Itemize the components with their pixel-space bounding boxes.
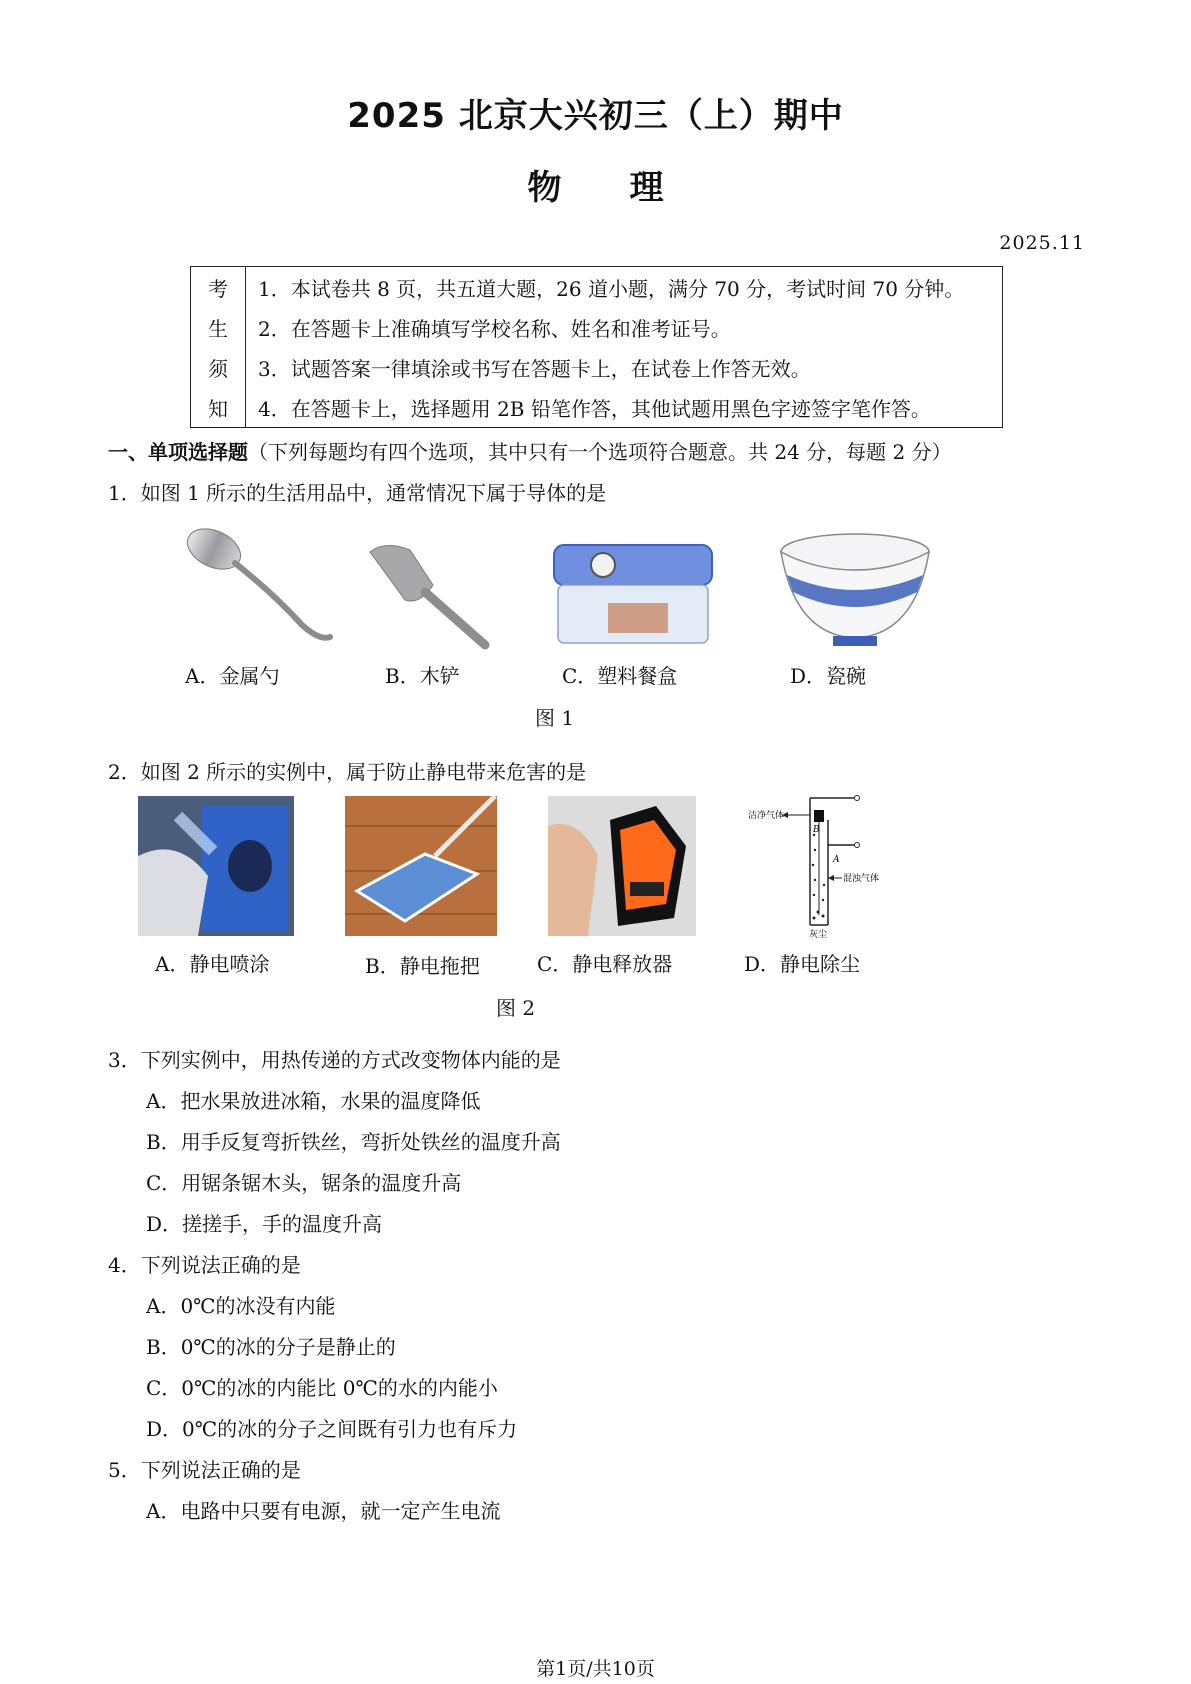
notice-item: 2．在答题卡上准确填写学校名称、姓名和准考证号。: [246, 307, 1003, 347]
question-5-stem: 5．下列说法正确的是: [108, 1458, 301, 1482]
q1-option-a: A．金属勺: [185, 664, 280, 688]
q1-option-d: D．瓷碗: [790, 664, 867, 688]
q3-option-b: B．用手反复弯折铁丝，弯折处铁丝的温度升高: [146, 1130, 561, 1154]
q3-option-d: D．搓搓手，手的温度升高: [146, 1212, 383, 1236]
electrode-b-label: B: [813, 825, 820, 835]
electrostatic-spraying-image: [138, 796, 294, 936]
notice-item: 4．在答题卡上，选择题用 2B 铅笔作答，其他试题用黑色字迹签字笔作答。: [246, 387, 1003, 428]
notice-side-char: 知: [191, 387, 246, 428]
question-4-stem: 4．下列说法正确的是: [108, 1253, 301, 1277]
notice-side-char: 生: [191, 307, 246, 347]
q4-option-c: C．0℃的冰的内能比 0℃的水的内能小: [146, 1376, 498, 1400]
q3-option-a: A．把水果放进冰箱，水果的温度降低: [146, 1089, 481, 1113]
dirty-gas-label: 混浊气体: [843, 874, 880, 884]
figure-2-caption: 图 2: [496, 996, 536, 1020]
q4-option-a: A．0℃的冰没有内能: [146, 1294, 336, 1318]
notice-table: [190, 266, 1003, 428]
notice-item: 1．本试卷共 8 页，共五道大题，26 道小题，满分 70 分，考试时间 70 分钟。: [246, 267, 1003, 308]
q2-option-c: C．静电释放器: [537, 952, 673, 976]
metal-spoon-image: [180, 525, 340, 650]
section-note: （下列每题均有四个选项，其中只有一个选项符合题意。共 24 分，每题 2 分）: [248, 440, 952, 464]
section-title: 一、单项选择题: [108, 440, 248, 464]
static-discharger-image: [548, 796, 696, 936]
porcelain-bowl-image: [775, 530, 935, 655]
q1-option-c: C．塑料餐盒: [562, 664, 678, 688]
electrostatic-mop-image: [345, 796, 497, 936]
q4-option-b: B．0℃的冰的分子是静止的: [146, 1335, 396, 1359]
question-1-stem: 1．如图 1 所示的生活用品中，通常情况下属于导体的是: [108, 481, 607, 505]
q1-option-b: B．木铲: [385, 664, 460, 688]
electrostatic-dust-removal-diagram: [730, 790, 905, 940]
q5-option-a: A．电路中只要有电源，就一定产生电流: [146, 1499, 501, 1523]
electrode-a-label: A: [833, 855, 840, 865]
page-footer: 第1页/共10页: [536, 1658, 655, 1680]
q2-option-a: A．静电喷涂: [155, 952, 270, 976]
dust-label: 灰尘: [809, 930, 828, 940]
exam-date: 2025.11: [999, 232, 1085, 254]
wooden-spatula-image: [365, 540, 495, 655]
notice-side-char: 考: [191, 267, 246, 308]
exam-title: 2025 北京大兴初三（上）期中: [347, 96, 844, 136]
plastic-lunchbox-image: [548, 535, 718, 650]
q4-option-d: D．0℃的冰的分子之间既有引力也有斥力: [146, 1417, 518, 1441]
q2-option-d: D．静电除尘: [744, 952, 861, 976]
clean-gas-label: 洁净气体: [748, 811, 785, 821]
section-heading: [108, 436, 952, 465]
question-3-stem: 3．下列实例中，用热传递的方式改变物体内能的是: [108, 1048, 561, 1072]
q3-option-c: C．用锯条锯木头，锯条的温度升高: [146, 1171, 462, 1195]
question-2-stem: 2．如图 2 所示的实例中，属于防止静电带来危害的是: [108, 760, 587, 784]
notice-item: 3．试题答案一律填涂或书写在答题卡上，在试卷上作答无效。: [246, 347, 1003, 387]
figure-1-caption: 图 1: [535, 706, 575, 730]
notice-side-char: 须: [191, 347, 246, 387]
q2-option-b: B．静电拖把: [365, 954, 480, 978]
subject-title: 物 理: [527, 168, 664, 208]
